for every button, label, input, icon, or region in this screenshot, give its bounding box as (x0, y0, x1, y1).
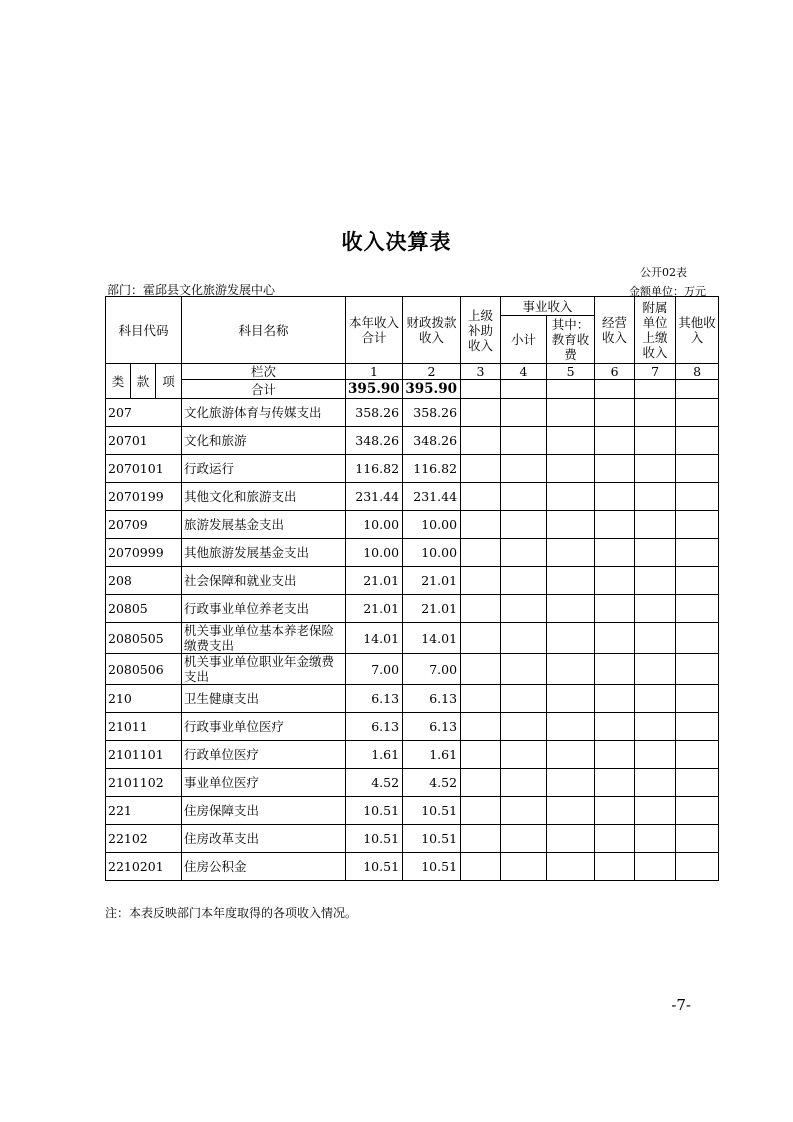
row-empty-cell (676, 567, 719, 595)
row-name: 其他旅游发展基金支出 (182, 539, 346, 567)
table-row (106, 741, 719, 769)
row-empty-cell (676, 511, 719, 539)
row-col2: 1.61 (403, 741, 461, 769)
row-empty-cell (676, 595, 719, 623)
table-row (106, 853, 719, 881)
table-row (106, 427, 719, 455)
row-empty-cell (635, 685, 676, 713)
header-col2: 财政拨款收入 (403, 297, 461, 364)
row-empty-cell (501, 539, 547, 567)
header-xiang: 项 (156, 364, 182, 399)
row-empty-cell (676, 483, 719, 511)
table-row (106, 567, 719, 595)
col-number-7: 7 (635, 364, 676, 380)
row-code: 2101101 (106, 741, 182, 769)
row-col1: 4.52 (346, 769, 403, 797)
row-name: 行政运行 (182, 455, 346, 483)
table-row (106, 797, 719, 825)
row-empty-cell (635, 567, 676, 595)
row-empty-cell (547, 539, 595, 567)
row-empty-cell (501, 797, 547, 825)
row-empty-cell (461, 511, 501, 539)
table-row (106, 399, 719, 427)
row-empty-cell (676, 825, 719, 853)
row-col2: 10.51 (403, 825, 461, 853)
table-row (106, 825, 719, 853)
header-col8: 其他收入 (676, 297, 719, 364)
row-empty-cell (501, 769, 547, 797)
total-col2: 395.90 (403, 380, 461, 399)
header-col1: 本年收入合计 (346, 297, 403, 364)
row-name: 社会保障和就业支出 (182, 567, 346, 595)
table-row (106, 483, 719, 511)
row-empty-cell (461, 654, 501, 685)
header-shiye: 事业收入 (501, 297, 595, 316)
row-name: 住房改革支出 (182, 825, 346, 853)
row-empty-cell (461, 713, 501, 741)
row-name: 住房保障支出 (182, 797, 346, 825)
income-table (105, 296, 719, 881)
row-empty-cell (676, 685, 719, 713)
row-empty-cell (461, 623, 501, 654)
row-empty-cell (676, 713, 719, 741)
total-col1: 395.90 (346, 380, 403, 399)
row-empty-cell (501, 511, 547, 539)
page-title: 收入决算表 (341, 230, 452, 254)
row-name: 文化和旅游 (182, 427, 346, 455)
table-note: 注：本表反映部门本年度取得的各项收入情况。 (105, 906, 358, 920)
row-empty-cell (595, 567, 635, 595)
row-empty-cell (461, 797, 501, 825)
row-empty-cell (547, 623, 595, 654)
row-col2: 231.44 (403, 483, 461, 511)
row-name: 旅游发展基金支出 (182, 511, 346, 539)
row-name: 行政事业单位养老支出 (182, 595, 346, 623)
row-empty-cell (676, 654, 719, 685)
row-code: 2070199 (106, 483, 182, 511)
header-kuan: 款 (131, 364, 156, 399)
row-name: 事业单位医疗 (182, 769, 346, 797)
form-number: 公开02表 (640, 266, 687, 279)
row-col1: 348.26 (346, 427, 403, 455)
row-col1: 10.00 (346, 511, 403, 539)
row-empty-cell (501, 567, 547, 595)
row-col1: 14.01 (346, 623, 403, 654)
row-empty-cell (501, 399, 547, 427)
col-number-8: 8 (676, 364, 719, 380)
unit-label: 金额单位：万元 (629, 285, 706, 298)
row-code: 2070101 (106, 455, 182, 483)
row-empty-cell (635, 654, 676, 685)
row-empty-cell (461, 741, 501, 769)
row-empty-cell (501, 825, 547, 853)
row-code: 22102 (106, 825, 182, 853)
row-code: 20701 (106, 427, 182, 455)
row-col1: 116.82 (346, 455, 403, 483)
page-number: -7- (671, 996, 691, 1014)
header-col5: 其中：教育收费 (547, 316, 595, 364)
row-name: 行政事业单位医疗 (182, 713, 346, 741)
row-col2: 6.13 (403, 713, 461, 741)
row-empty-cell (547, 741, 595, 769)
row-empty-cell (635, 595, 676, 623)
row-col1: 21.01 (346, 595, 403, 623)
table-row (106, 539, 719, 567)
row-empty-cell (501, 623, 547, 654)
row-empty-cell (461, 685, 501, 713)
row-empty-cell (595, 511, 635, 539)
row-col2: 358.26 (403, 399, 461, 427)
row-empty-cell (501, 427, 547, 455)
row-empty-cell (547, 797, 595, 825)
row-empty-cell (635, 623, 676, 654)
table-body (106, 297, 719, 881)
row-col1: 1.61 (346, 741, 403, 769)
row-empty-cell (595, 825, 635, 853)
table-row (106, 455, 719, 483)
row-empty-cell (676, 769, 719, 797)
row-name: 文化旅游体育与传媒支出 (182, 399, 346, 427)
row-col2: 21.01 (403, 567, 461, 595)
row-col1: 10.51 (346, 853, 403, 881)
row-empty-cell (635, 825, 676, 853)
row-empty-cell (595, 399, 635, 427)
row-empty-cell (461, 399, 501, 427)
row-empty-cell (635, 853, 676, 881)
row-empty-cell (547, 399, 595, 427)
col-number-3: 3 (461, 364, 501, 380)
row-empty-cell (635, 483, 676, 511)
row-empty-cell (595, 595, 635, 623)
row-empty-cell (676, 427, 719, 455)
row-empty-cell (595, 769, 635, 797)
row-col1: 231.44 (346, 483, 403, 511)
row-empty-cell (547, 595, 595, 623)
row-empty-cell (547, 483, 595, 511)
row-empty-cell (501, 853, 547, 881)
row-empty-cell (461, 539, 501, 567)
header-col3: 上级补助收入 (461, 297, 501, 364)
row-empty-cell (461, 427, 501, 455)
row-code: 207 (106, 399, 182, 427)
header-lanci: 栏次 (182, 364, 346, 380)
row-code: 221 (106, 797, 182, 825)
row-col2: 10.51 (403, 797, 461, 825)
row-empty-cell (501, 483, 547, 511)
row-empty-cell (676, 539, 719, 567)
row-empty-cell (501, 654, 547, 685)
row-code: 2070999 (106, 539, 182, 567)
row-col1: 6.13 (346, 685, 403, 713)
row-empty-cell (595, 483, 635, 511)
row-empty-cell (635, 511, 676, 539)
row-code: 2080506 (106, 654, 182, 685)
row-empty-cell (676, 623, 719, 654)
row-empty-cell (635, 455, 676, 483)
row-col1: 358.26 (346, 399, 403, 427)
col-number-4: 4 (501, 364, 547, 380)
row-empty-cell (501, 595, 547, 623)
row-code: 2101102 (106, 769, 182, 797)
row-col2: 348.26 (403, 427, 461, 455)
row-col2: 7.00 (403, 654, 461, 685)
total-row (106, 380, 719, 399)
row-empty-cell (676, 797, 719, 825)
row-empty-cell (547, 455, 595, 483)
row-empty-cell (547, 685, 595, 713)
row-empty-cell (595, 623, 635, 654)
row-code: 20805 (106, 595, 182, 623)
header-lei: 类 (106, 364, 131, 399)
table-row (106, 511, 719, 539)
row-empty-cell (595, 654, 635, 685)
row-col2: 4.52 (403, 769, 461, 797)
row-empty-cell (595, 797, 635, 825)
row-code: 2080505 (106, 623, 182, 654)
row-empty-cell (547, 853, 595, 881)
row-empty-cell (676, 741, 719, 769)
row-empty-cell (635, 797, 676, 825)
row-empty-cell (461, 769, 501, 797)
header-col4: 小计 (501, 316, 547, 364)
row-empty-cell (501, 455, 547, 483)
row-empty-cell (635, 769, 676, 797)
row-empty-cell (547, 654, 595, 685)
row-name: 机关事业单位职业年金缴费支出 (182, 654, 346, 685)
header-col6: 经营收入 (595, 297, 635, 364)
table-row (106, 623, 719, 654)
col-number-1: 1 (346, 364, 403, 380)
row-col2: 116.82 (403, 455, 461, 483)
row-col2: 10.00 (403, 511, 461, 539)
row-empty-cell (676, 853, 719, 881)
row-empty-cell (635, 741, 676, 769)
row-empty-cell (595, 713, 635, 741)
row-name: 机关事业单位基本养老保险缴费支出 (182, 623, 346, 654)
table-row (106, 769, 719, 797)
row-empty-cell (595, 455, 635, 483)
row-empty-cell (676, 399, 719, 427)
row-col2: 21.01 (403, 595, 461, 623)
col-number-5: 5 (547, 364, 595, 380)
row-empty-cell (595, 685, 635, 713)
row-name: 行政单位医疗 (182, 741, 346, 769)
header-code: 科目代码 (106, 297, 182, 364)
row-empty-cell (461, 853, 501, 881)
table-row (106, 713, 719, 741)
row-empty-cell (461, 455, 501, 483)
row-empty-cell (635, 713, 676, 741)
row-empty-cell (547, 567, 595, 595)
row-col1: 10.51 (346, 825, 403, 853)
row-empty-cell (501, 713, 547, 741)
row-col1: 6.13 (346, 713, 403, 741)
row-empty-cell (635, 427, 676, 455)
row-empty-cell (461, 483, 501, 511)
row-code: 208 (106, 567, 182, 595)
row-empty-cell (676, 455, 719, 483)
row-empty-cell (595, 539, 635, 567)
row-col2: 6.13 (403, 685, 461, 713)
row-name: 卫生健康支出 (182, 685, 346, 713)
row-empty-cell (461, 595, 501, 623)
row-empty-cell (635, 539, 676, 567)
row-empty-cell (547, 769, 595, 797)
row-code: 20709 (106, 511, 182, 539)
header-col7: 附属单位上缴收入 (635, 297, 676, 364)
row-empty-cell (461, 567, 501, 595)
col-number-2: 2 (403, 364, 461, 380)
row-empty-cell (547, 713, 595, 741)
row-empty-cell (547, 511, 595, 539)
row-col1: 21.01 (346, 567, 403, 595)
row-col2: 10.00 (403, 539, 461, 567)
row-empty-cell (501, 741, 547, 769)
table-row (106, 654, 719, 685)
table-row (106, 685, 719, 713)
total-label: 合计 (182, 380, 346, 399)
row-empty-cell (595, 427, 635, 455)
row-code: 2210201 (106, 853, 182, 881)
row-name: 住房公积金 (182, 853, 346, 881)
row-code: 21011 (106, 713, 182, 741)
department-label: 部门：霍邱县文化旅游发展中心 (107, 283, 276, 297)
row-col2: 14.01 (403, 623, 461, 654)
row-empty-cell (461, 825, 501, 853)
row-empty-cell (547, 825, 595, 853)
row-empty-cell (635, 399, 676, 427)
header-name: 科目名称 (182, 297, 346, 364)
row-col1: 7.00 (346, 654, 403, 685)
table-row (106, 595, 719, 623)
row-code: 210 (106, 685, 182, 713)
row-col2: 10.51 (403, 853, 461, 881)
row-empty-cell (595, 741, 635, 769)
col-number-6: 6 (595, 364, 635, 380)
row-empty-cell (595, 853, 635, 881)
row-col1: 10.00 (346, 539, 403, 567)
row-name: 其他文化和旅游支出 (182, 483, 346, 511)
row-col1: 10.51 (346, 797, 403, 825)
row-empty-cell (501, 685, 547, 713)
row-empty-cell (547, 427, 595, 455)
